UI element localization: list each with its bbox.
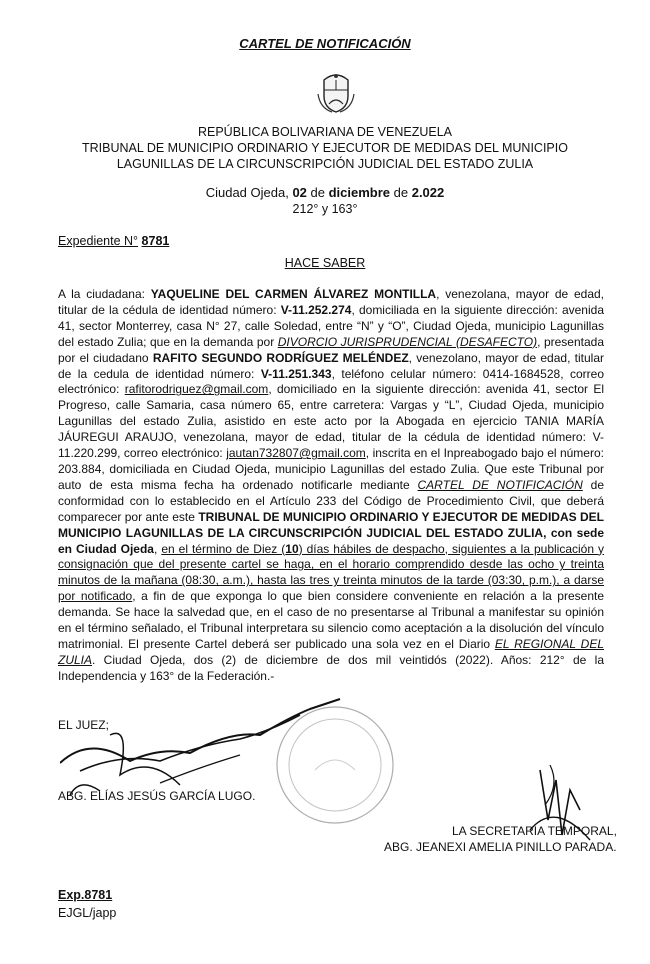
document-title: CARTEL DE NOTIFICACIÓN <box>239 36 411 51</box>
email-link: jautan732807@gmail.com <box>226 446 366 461</box>
notification-body: A la ciudadana: YAQUELINE DEL CARMEN ÁLVAREZ MONTILLA, venezolana, mayor de edad, titular de la cédula de identidad número: V-11.252.274, domiciliada en la siguiente dirección: avenida 41, sector Monterrey, casa N° 27, calle Soledad, entre “N” y “O”, Ciudad Ojeda, municipio Lagunillas del estado Zulia; que en la demanda por DIVORCIO JURISPRUDENCIAL (DESAFECTO), presentada por el ciudadano RAFITO SEGUNDO RODRÍGUEZ MELÉNDEZ, venezolano, mayor de edad, titular de la cedula de identidad número: V-11.251.343, teléfono celular número: 0414-1684528, correo electrónico: rafitorodriguez@gmail.com, domiciliado en la siguiente dirección: avenida 41, sector El Progreso, calle Samaria, casa número 65, entre carretera: Vargas y “L”, Ciudad Ojeda, municipio Lagunillas del estado Zulia, asistido en este acto por la Abogada en ejercicio TANIA MARÍA JÁUREGUI ARAUJO, venezolana, mayor de edad, titular de la cédula de identidad número: V-11.220.299, correo electrónico: jautan732807@gmail.com, inscrita en el Inpreabogado bajo el número: 203.884, domiciliada en Ciudad Ojeda, municipio Lagunillas del estado Zulia. Que este Tribunal por auto de esta misma fecha ha ordenado notificarle mediante CARTEL DE NOTIFICACIÓN de conformidad con lo establecido en el Artículo 233 del Código de Procedimiento Civil, que deberá comparecer por ante este TRIBUNAL DE MUNICIPIO ORDINARIO Y EJECUTOR DE MEDIDAS DEL MUNICIPIO LAGUNILLAS DE LA CIRCUNSCRIPCIÓN JUDICIAL DEL ESTADO ZULIA, con sede en Ciudad Ojeda, en el término de Diez (10) días hábiles de despacho, siguientes a la publicación y consignación que del presente cartel se haga, en el horario comprendido desde las ocho y treinta minutos de la mañana (08:30, a.m.), hasta las tres y treinta minutos de la tarde (03:30, p.m.), a darse por notificado, a fin de que exponga lo que bien considere conveniente en relación a la presente demanda. Se hace la salvedad que, en el caso de no presentarse al Tribunal a manifestar su opinión en el término señalado, el Tribunal interpretara su silencio como aceptación a la disolución del vínculo matrimonial. El presente Cartel deberá ser publicado una sola vez en el Diario EL REGIONAL DEL ZULIA. Ciudad Ojeda, dos (2) de diciembre de dos mil veintidós (2022). Años: 212° de la Independencia y 163° de la Federación.- <box>58 287 605 683</box>
footer-initials: EJGL/japp <box>58 906 117 920</box>
secretary-label: LA SECRETARIA TEMPORAL, <box>452 824 617 838</box>
hace-saber-heading: HACE SABER <box>284 256 366 270</box>
footer-exp-number: Exp.8781 <box>58 888 113 902</box>
header-court-line1: TRIBUNAL DE MUNICIPIO ORDINARIO Y EJECUTOR DE MEDIDAS DEL MUNICIPIO <box>82 141 568 155</box>
header-republic: REPÚBLICA BOLIVARIANA DE VENEZUELA <box>197 125 453 139</box>
email-link: rafitorodriguez@gmail.com <box>124 382 269 397</box>
judge-name: ABG. ELÍAS JESÚS GARCÍA LUGO. <box>58 789 256 803</box>
coat-of-arms-icon <box>316 70 356 114</box>
secretary-name: ABG. JEANEXI AMELIA PINILLO PARADA. <box>384 840 617 854</box>
expediente-number: Expediente N° 8781 <box>58 234 170 248</box>
document-date: Ciudad Ojeda, 02 de diciembre de 2.022 <box>205 185 445 200</box>
judge-label: EL JUEZ; <box>58 718 109 732</box>
independence-years: 212° y 163° <box>292 202 358 216</box>
header-court-line2: LAGUNILLAS DE LA CIRCUNSCRIPCIÓN JUDICIAL DEL ESTADO ZULIA <box>116 157 534 171</box>
